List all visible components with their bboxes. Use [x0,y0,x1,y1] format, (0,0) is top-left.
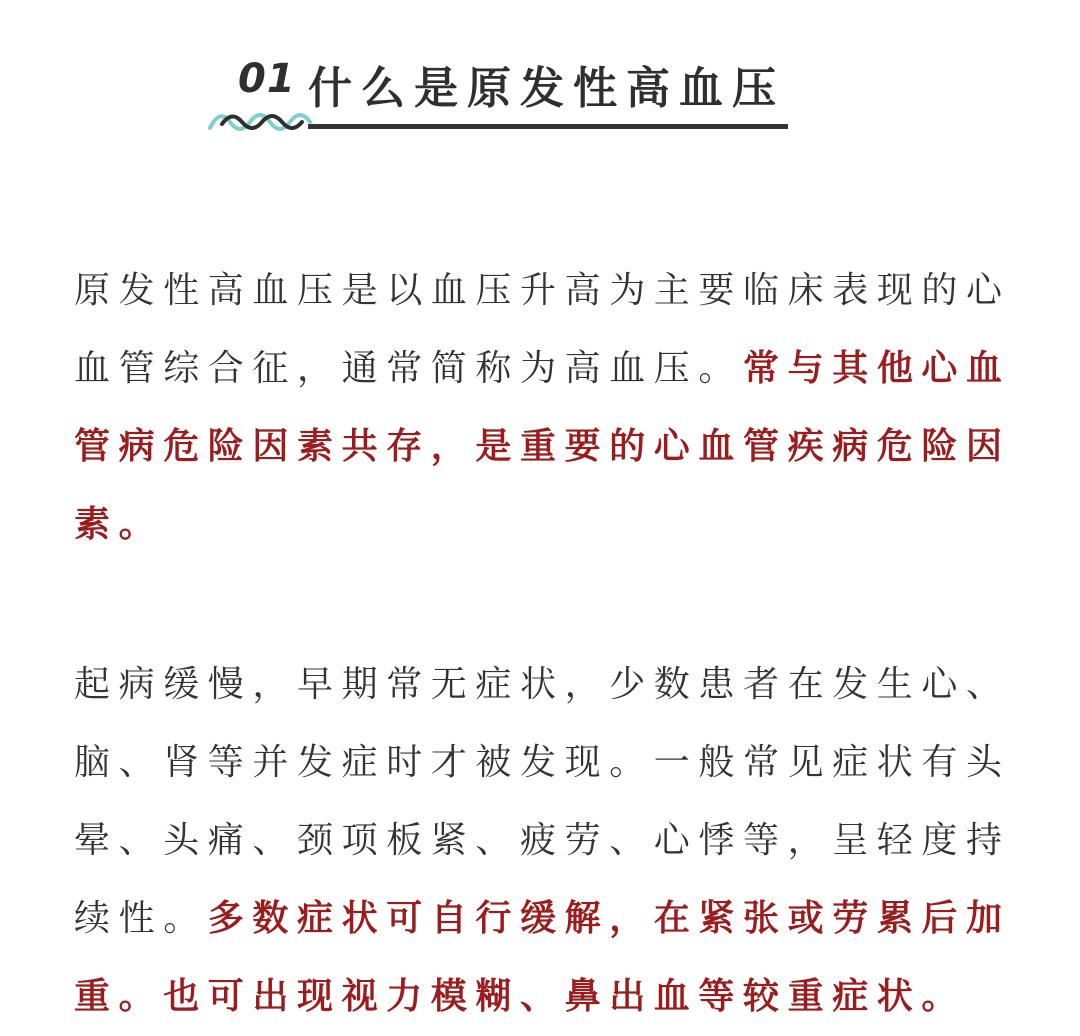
article-body [74,252,1014,1036]
paragraph-text: 原发性高血压是以血压升高为主要临床表现的心血管综合征，通常简称为高血压。 [74,270,1011,389]
highlighted-text: 多数症状可自行缓解，在紧张或劳累后加重。也可出现视力模糊、鼻出血等较重症状。 [74,898,1011,1017]
section-title: 什么是原发性高血压 [308,63,785,114]
title-underline [308,124,788,129]
section-heading [208,52,790,136]
paragraph-text: 起病缓慢，早期常无症状，少数患者在发生心、脑、肾等并发症时才被发现。一般常见症状有头晕、头痛、颈项板紧、疲劳、心悸等，呈轻度持续性。 [74,664,1011,939]
paragraph-symptoms [74,646,1014,1036]
section-number: 01 [238,56,296,102]
wave-decoration-icon [208,108,312,134]
highlighted-text: 常与其他心血管病危险因素共存，是重要的心血管疾病危险因素。 [74,348,1011,545]
paragraph-definition [74,252,1014,564]
